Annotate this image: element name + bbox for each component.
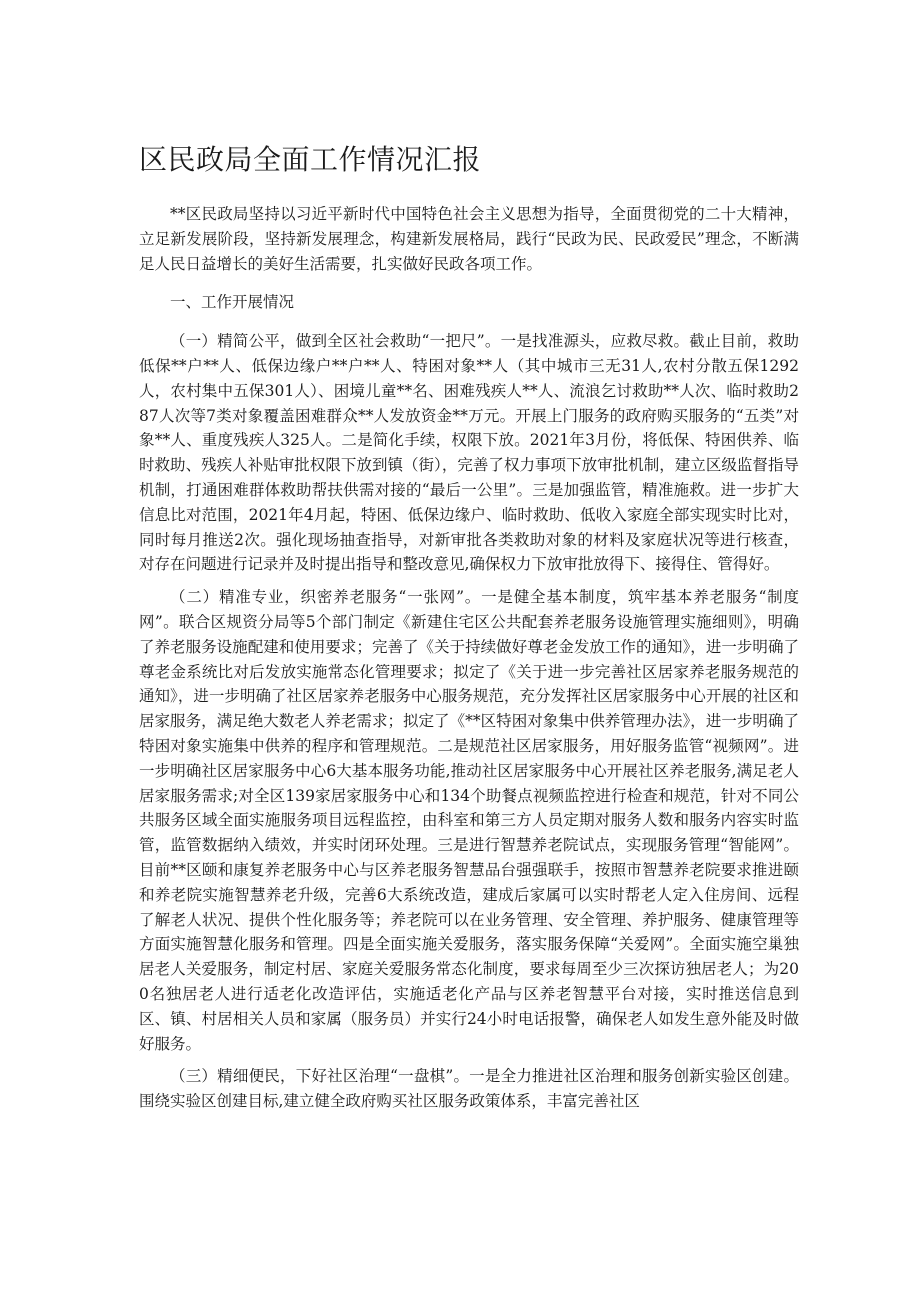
paragraph-social-assistance: （一）精简公平，做到全区社会救助“一把尺”。一是找准源头，应救尽救。截止目前，救助低保**户**人、低保边缘户**户**人、特困对象**人（其中城市三无31人,农村分散五保1292人，农村集中五保301人）、困境儿童**名、困难残疾人**人、流浪乞讨救助**人次、临时救助287人次等7类对象覆盖困难群众**人发放资金**万元。开展上门服务的政府购买服务的“五类”对象**人、重度残疾人325人。二是简化手续，权限下放。2021年3月份，将低保、特困供养、临时救助、残疾人补贴审批权限下放到镇（街），完善了权力事项下放审批机制，建立区级监督指导机制，打通困难群体救助帮扶供需对接的“最后一公里”。三是加强监管，精准施救。进一步扩大信息比对范围，2021年4月起，特困、低保边缘户、临时救助、低收入家庭全部实现实时比对，同时每月推送2次。强化现场抽查指导，对新审批各类救助对象的材料及家庭状况等进行核查，对存在问题进行记录并及时提出指导和整改意见,确保权力下放审批放得下、接得住、管得好。 — [139, 332, 799, 574]
section-heading: 一、工作开展情况 — [170, 293, 295, 312]
document-title: 区民政局全面工作情况汇报 — [139, 143, 482, 176]
paragraph-community-governance: （三）精细便民，下好社区治理“一盘棋”。一是全力推进社区治理和服务创新实验区创建。围绕实验区创建目标,建立健全政府购买社区服务政策体系，丰富完善社区 — [139, 1067, 799, 1111]
document-page — [139, 140, 799, 1122]
paragraph-elderly-care: （二）精准专业，织密养老服务“一张网”。一是健全基本制度，筑牢基本养老服务“制度网”。联合区规资分局等5个部门制定《新建住宅区公共配套养老服务设施管理实施细则》，明确了养老服务设施配建和使用要求；完善了《关于持续做好尊老金发放工作的通知》，进一步明确了尊老金系统比对后发放实施常态化管理要求；拟定了《关于进一步完善社区居家养老服务规范的通知》，进一步明确了社区居家养老服务中心服务规范，充分发挥社区居家服务中心开展的社区和居家服务，满足绝大数老人养老需求；拟定了《**区特困对象集中供养管理办法》，进一步明确了特困对象实施集中供养的程序和管理规范。二是规范社区居家服务，用好服务监管“视频网”。进一步明确社区居家服务中心6大基本服务功能,推动社区居家服务中心开展社区养老服务,满足老人居家服务需求;对全区139家居家服务中心和134个助餐点视频监控进行检查和规范，针对不同公共服务区域全面实施服务项目远程监控，由科室和第三方人员定期对服务人数和服务内容实时监管，监管数据纳入绩效，并实时闭环处理。三是进行智慧养老院试点，实现服务管理“智能网”。目前**区颐和康复养老服务中心与区养老服务智慧品台强强联手，按照市智慧养老院要求推进颐和养老院实施智慧养老升级，完善6大系统改造，建成后家属可以实时帮老人定入住房间、远程了解老人状况、提供个性化服务等；养老院可以在业务管理、安全管理、养护服务、健康管理等方面实施智慧化服务和管理。四是全面实施关爱服务，落实服务保障“关爱网”。全面实施空巢独居老人关爱服务，制定村居、家庭关爱服务常态化制度，要求每周至少三次探访独居老人；为200名独居老人进行适老化改造评估，实施适老化产品与区养老智慧平台对接，实时推送信息到区、镇、村居相关人员和家属（服务员）并实行24小时电话报警，确保老人如发生意外能及时做好服务。 — [139, 588, 799, 1053]
intro-paragraph: **区民政局坚持以习近平新时代中国特色社会主义思想为指导，全面贯彻党的二十大精神，立足新发展阶段，坚持新发展理念，构建新发展格局，践行“民政为民、民政爱民”理念，不断满足人民日益增长的美好生活需要，扎实做好民政各项工作。 — [139, 205, 799, 273]
